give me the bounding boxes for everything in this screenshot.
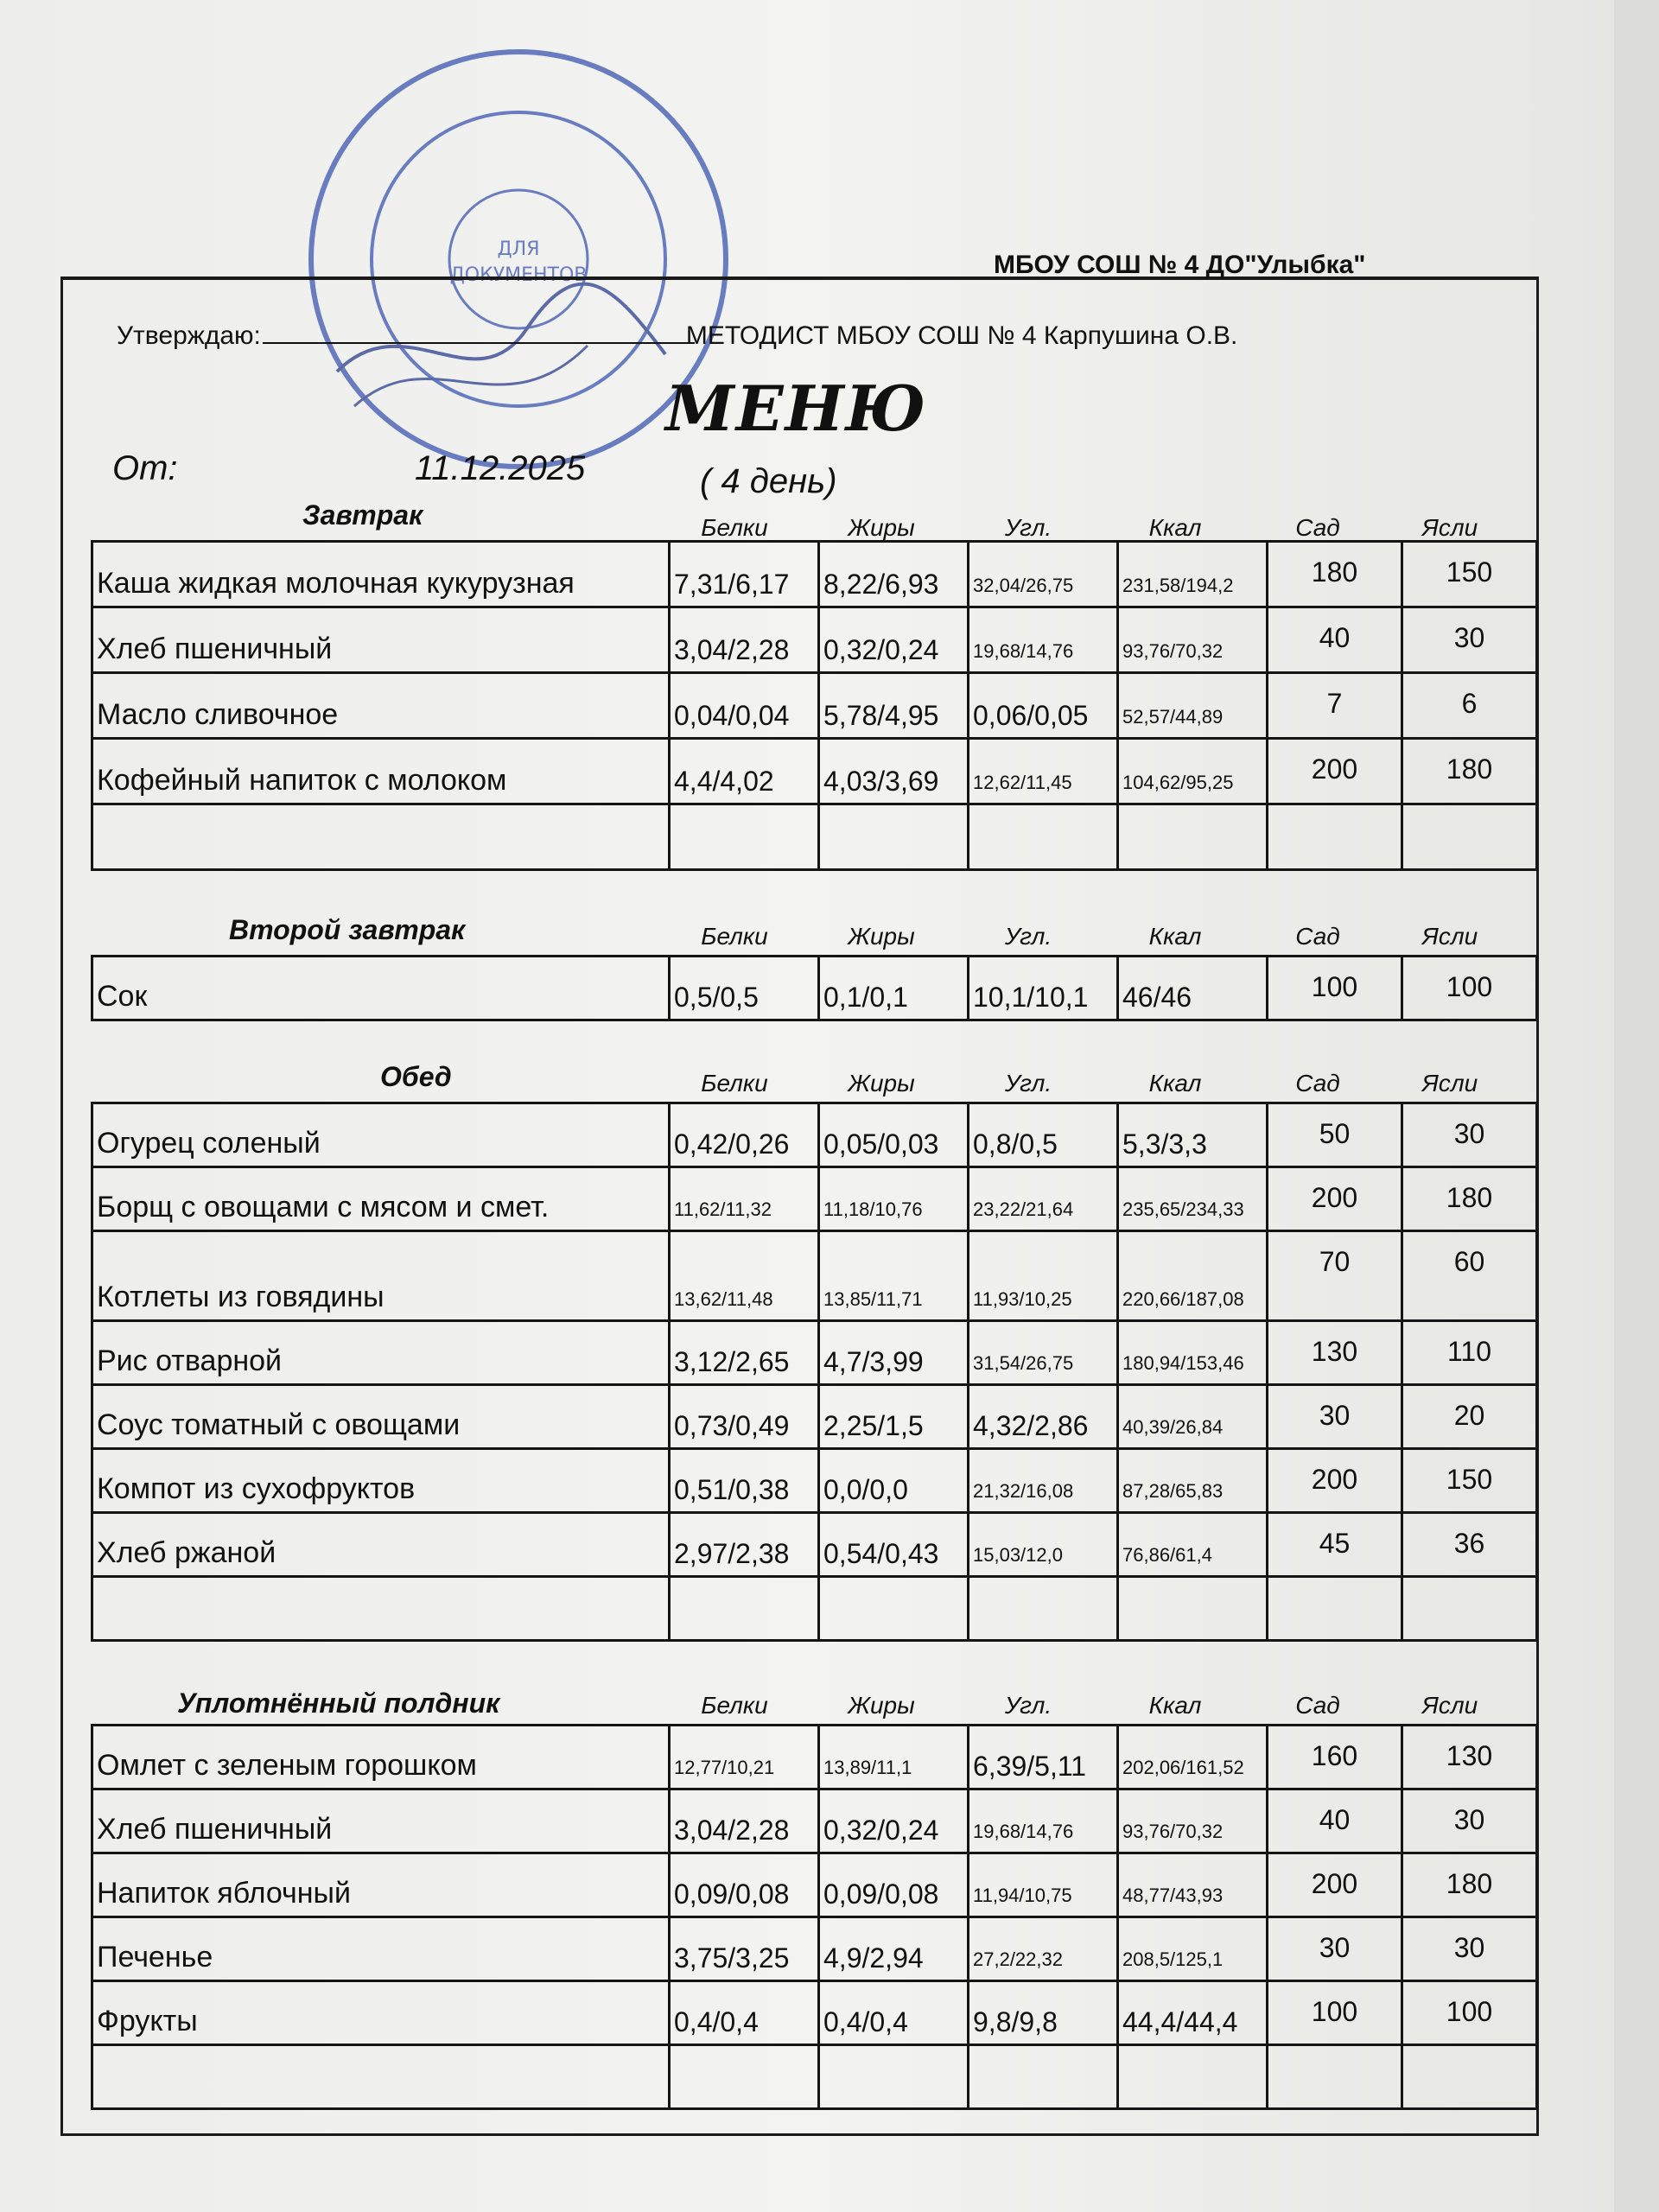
yasli-portion-cell: 100	[1402, 1981, 1537, 2045]
column-header: Белки	[701, 1692, 768, 1719]
carbs-cell: 0,8/0,5	[969, 1103, 1118, 1167]
protein-cell	[670, 2045, 819, 2109]
carbs-cell: 21,32/16,08	[969, 1449, 1118, 1513]
protein-cell: 11,62/11,32	[670, 1167, 819, 1231]
fat-cell: 13,85/11,71	[819, 1231, 969, 1321]
sad-portion-cell: 70	[1268, 1231, 1402, 1321]
sad-portion-cell: 200	[1268, 1449, 1402, 1513]
carbs-cell: 4,32/2,86	[969, 1385, 1118, 1449]
sad-portion-cell	[1268, 2045, 1402, 2109]
table-row	[92, 1789, 1537, 1853]
kcal-cell	[1118, 1577, 1268, 1641]
protein-cell	[670, 804, 819, 870]
svg-text:ДЛЯ: ДЛЯ	[497, 238, 540, 260]
fat-cell: 0,4/0,4	[819, 1981, 969, 2045]
column-header: Сад	[1295, 1692, 1340, 1719]
organization-name: МБОУ СОШ № 4 ДО"Улыбка"	[994, 251, 1366, 279]
kcal-cell: 52,57/44,89	[1118, 673, 1268, 739]
yasli-portion-cell: 110	[1402, 1321, 1537, 1385]
table-row	[92, 1321, 1537, 1385]
kcal-cell	[1118, 804, 1268, 870]
carbs-cell: 27,2/22,32	[969, 1917, 1118, 1981]
protein-cell: 0,09/0,08	[670, 1853, 819, 1917]
kcal-cell: 220,66/187,08	[1118, 1231, 1268, 1321]
protein-cell: 7,31/6,17	[670, 542, 819, 607]
page-title: МЕНЮ	[665, 372, 928, 445]
sad-portion-cell: 100	[1268, 1981, 1402, 2045]
protein-cell: 0,73/0,49	[670, 1385, 819, 1449]
dish-name: Каша жидкая молочная кукурузная	[92, 542, 670, 607]
carbs-cell: 19,68/14,76	[969, 607, 1118, 673]
sad-portion-cell: 130	[1268, 1321, 1402, 1385]
carbs-cell: 15,03/12,0	[969, 1513, 1118, 1577]
section-title: Уплотнённый полдник	[177, 1688, 500, 1719]
protein-cell: 0,4/0,4	[670, 1981, 819, 2045]
yasli-portion-cell: 30	[1402, 1917, 1537, 1981]
carbs-cell: 0,06/0,05	[969, 673, 1118, 739]
dish-name: Соус томатный с овощами	[92, 1385, 670, 1449]
fat-cell: 8,22/6,93	[819, 542, 969, 607]
column-header: Угл.	[1004, 514, 1052, 541]
fat-cell	[819, 2045, 969, 2109]
column-header: Сад	[1295, 514, 1340, 541]
yasli-portion-cell: 130	[1402, 1726, 1537, 1789]
dish-name: Омлет с зеленым горошком	[92, 1726, 670, 1789]
kcal-cell: 76,86/61,4	[1118, 1513, 1268, 1577]
kcal-cell: 93,76/70,32	[1118, 1789, 1268, 1853]
dish-name	[92, 1577, 670, 1641]
carbs-cell: 32,04/26,75	[969, 542, 1118, 607]
table-row	[92, 673, 1537, 739]
carbs-cell: 11,94/10,75	[969, 1853, 1118, 1917]
page-edge	[1614, 0, 1659, 2212]
column-header: Ккал	[1148, 1692, 1202, 1719]
sad-portion-cell	[1268, 1577, 1402, 1641]
carbs-cell: 12,62/11,45	[969, 739, 1118, 804]
sad-portion-cell: 30	[1268, 1917, 1402, 1981]
table-row	[92, 1103, 1537, 1167]
table-row	[92, 1231, 1537, 1321]
fat-cell: 0,54/0,43	[819, 1513, 969, 1577]
yasli-portion-cell: 150	[1402, 542, 1537, 607]
column-header: Жиры	[848, 1692, 915, 1719]
column-header: Белки	[701, 514, 768, 541]
dish-name: Компот из сухофруктов	[92, 1449, 670, 1513]
section-title: Второй завтрак	[229, 914, 466, 945]
yasli-portion-cell: 30	[1402, 607, 1537, 673]
protein-cell: 3,04/2,28	[670, 607, 819, 673]
kcal-cell: 48,77/43,93	[1118, 1853, 1268, 1917]
yasli-portion-cell	[1402, 2045, 1537, 2109]
approval-line	[117, 321, 1237, 351]
carbs-cell: 9,8/9,8	[969, 1981, 1118, 2045]
column-header: Белки	[701, 1070, 768, 1096]
column-header: Ясли	[1421, 1070, 1478, 1096]
column-header: Ясли	[1421, 923, 1478, 950]
carbs-cell: 23,22/21,64	[969, 1167, 1118, 1231]
sad-portion-cell: 160	[1268, 1726, 1402, 1789]
table-row	[92, 1167, 1537, 1231]
protein-cell: 0,04/0,04	[670, 673, 819, 739]
carbs-cell: 31,54/26,75	[969, 1321, 1118, 1385]
kcal-cell: 180,94/153,46	[1118, 1321, 1268, 1385]
yasli-portion-cell: 150	[1402, 1449, 1537, 1513]
table-row	[92, 607, 1537, 673]
menu-table	[91, 540, 1538, 871]
table-row	[92, 1917, 1537, 1981]
protein-cell: 2,97/2,38	[670, 1513, 819, 1577]
fat-cell: 4,9/2,94	[819, 1917, 969, 1981]
sad-portion-cell: 180	[1268, 542, 1402, 607]
menu-table	[91, 955, 1538, 1021]
kcal-cell: 208,5/125,1	[1118, 1917, 1268, 1981]
svg-text:ДОКУМЕНТОВ: ДОКУМЕНТОВ	[449, 264, 588, 286]
yasli-portion-cell: 30	[1402, 1103, 1537, 1167]
sad-portion-cell	[1268, 804, 1402, 870]
kcal-cell: 40,39/26,84	[1118, 1385, 1268, 1449]
column-header: Ккал	[1148, 1070, 1202, 1096]
yasli-portion-cell: 6	[1402, 673, 1537, 739]
menu-table	[91, 1724, 1538, 2110]
dish-name: Фрукты	[92, 1981, 670, 2045]
kcal-cell: 44,4/44,4	[1118, 1981, 1268, 2045]
column-header: Ккал	[1148, 514, 1202, 541]
carbs-cell: 11,93/10,25	[969, 1231, 1118, 1321]
approver: МЕТОДИСТ МБОУ СОШ № 4 Карпушина О.В.	[685, 321, 1238, 350]
carbs-cell: 6,39/5,11	[969, 1726, 1118, 1789]
sad-portion-cell: 7	[1268, 673, 1402, 739]
empty-row	[92, 2045, 1537, 2109]
protein-cell: 3,75/3,25	[670, 1917, 819, 1981]
table-row	[92, 542, 1537, 607]
dish-name: Котлеты из говядины	[92, 1231, 670, 1321]
protein-cell: 3,04/2,28	[670, 1789, 819, 1853]
dish-name: Сок	[92, 957, 670, 1020]
menu-day: ( 4 день)	[700, 462, 837, 500]
fat-cell: 4,7/3,99	[819, 1321, 969, 1385]
table-row	[92, 739, 1537, 804]
protein-cell	[670, 1577, 819, 1641]
dish-name: Кофейный напиток с молоком	[92, 739, 670, 804]
sad-portion-cell: 200	[1268, 739, 1402, 804]
dish-name: Печенье	[92, 1917, 670, 1981]
column-header: Угл.	[1004, 1692, 1052, 1719]
yasli-portion-cell: 60	[1402, 1231, 1537, 1321]
yasli-portion-cell	[1402, 804, 1537, 870]
menu-table	[91, 1102, 1538, 1642]
protein-cell: 0,5/0,5	[670, 957, 819, 1020]
table-row	[92, 1981, 1537, 2045]
column-header: Сад	[1295, 1070, 1340, 1096]
sad-portion-cell: 40	[1268, 607, 1402, 673]
dish-name: Хлеб пшеничный	[92, 1789, 670, 1853]
column-header: Ясли	[1421, 1692, 1478, 1719]
dish-name: Хлеб ржаной	[92, 1513, 670, 1577]
yasli-portion-cell: 100	[1402, 957, 1537, 1020]
fat-cell: 13,89/11,1	[819, 1726, 969, 1789]
fat-cell	[819, 804, 969, 870]
sad-portion-cell: 200	[1268, 1853, 1402, 1917]
column-header: Угл.	[1004, 1070, 1052, 1096]
approve-label: Утверждаю:	[117, 321, 261, 350]
column-header: Ккал	[1148, 923, 1202, 950]
column-header: Жиры	[848, 1070, 915, 1096]
kcal-cell: 46/46	[1118, 957, 1268, 1020]
carbs-cell	[969, 1577, 1118, 1641]
fat-cell: 0,32/0,24	[819, 607, 969, 673]
carbs-cell	[969, 2045, 1118, 2109]
sad-portion-cell: 50	[1268, 1103, 1402, 1167]
dish-name: Масло сливочное	[92, 673, 670, 739]
section-title: Завтрак	[302, 499, 423, 531]
dish-name: Рис отварной	[92, 1321, 670, 1385]
protein-cell: 0,51/0,38	[670, 1449, 819, 1513]
carbs-cell	[969, 804, 1118, 870]
fat-cell: 0,1/0,1	[819, 957, 969, 1020]
yasli-portion-cell: 180	[1402, 1167, 1537, 1231]
sad-portion-cell: 100	[1268, 957, 1402, 1020]
dish-name	[92, 2045, 670, 2109]
fat-cell: 0,0/0,0	[819, 1449, 969, 1513]
fat-cell: 5,78/4,95	[819, 673, 969, 739]
carbs-cell: 10,1/10,1	[969, 957, 1118, 1020]
kcal-cell	[1118, 2045, 1268, 2109]
table-row	[92, 1449, 1537, 1513]
section-title: Обед	[380, 1061, 452, 1092]
protein-cell: 0,42/0,26	[670, 1103, 819, 1167]
sad-portion-cell: 40	[1268, 1789, 1402, 1853]
fat-cell: 0,05/0,03	[819, 1103, 969, 1167]
protein-cell: 12,77/10,21	[670, 1726, 819, 1789]
protein-cell: 13,62/11,48	[670, 1231, 819, 1321]
fat-cell: 0,09/0,08	[819, 1853, 969, 1917]
dish-name: Огурец соленый	[92, 1103, 670, 1167]
carbs-cell: 19,68/14,76	[969, 1789, 1118, 1853]
sad-portion-cell: 30	[1268, 1385, 1402, 1449]
yasli-portion-cell: 36	[1402, 1513, 1537, 1577]
from-label: От:	[112, 449, 178, 487]
column-header: Жиры	[848, 923, 915, 950]
kcal-cell: 5,3/3,3	[1118, 1103, 1268, 1167]
kcal-cell: 104,62/95,25	[1118, 739, 1268, 804]
table-row	[92, 1853, 1537, 1917]
table-row	[92, 957, 1537, 1020]
sad-portion-cell: 45	[1268, 1513, 1402, 1577]
menu-date: 11.12.2025	[415, 449, 586, 487]
table-row	[92, 1513, 1537, 1577]
empty-row	[92, 804, 1537, 870]
kcal-cell: 235,65/234,33	[1118, 1167, 1268, 1231]
protein-cell: 3,12/2,65	[670, 1321, 819, 1385]
sad-portion-cell: 200	[1268, 1167, 1402, 1231]
protein-cell: 4,4/4,02	[670, 739, 819, 804]
signature-line	[263, 342, 695, 344]
yasli-portion-cell	[1402, 1577, 1537, 1641]
kcal-cell: 93,76/70,32	[1118, 607, 1268, 673]
fat-cell: 2,25/1,5	[819, 1385, 969, 1449]
fat-cell: 4,03/3,69	[819, 739, 969, 804]
fat-cell: 0,32/0,24	[819, 1789, 969, 1853]
yasli-portion-cell: 180	[1402, 1853, 1537, 1917]
fat-cell: 11,18/10,76	[819, 1167, 969, 1231]
kcal-cell: 202,06/161,52	[1118, 1726, 1268, 1789]
dish-name	[92, 804, 670, 870]
dish-name: Напиток яблочный	[92, 1853, 670, 1917]
yasli-portion-cell: 180	[1402, 739, 1537, 804]
yasli-portion-cell: 30	[1402, 1789, 1537, 1853]
kcal-cell: 231,58/194,2	[1118, 542, 1268, 607]
dish-name: Хлеб пшеничный	[92, 607, 670, 673]
column-header: Белки	[701, 923, 768, 950]
table-row	[92, 1726, 1537, 1789]
column-header: Угл.	[1004, 923, 1052, 950]
column-header: Сад	[1295, 923, 1340, 950]
empty-row	[92, 1577, 1537, 1641]
kcal-cell: 87,28/65,83	[1118, 1449, 1268, 1513]
yasli-portion-cell: 20	[1402, 1385, 1537, 1449]
fat-cell	[819, 1577, 969, 1641]
column-header: Жиры	[848, 514, 915, 541]
column-header: Ясли	[1421, 514, 1478, 541]
table-row	[92, 1385, 1537, 1449]
dish-name: Борщ с овощами с мясом и смет.	[92, 1167, 670, 1231]
